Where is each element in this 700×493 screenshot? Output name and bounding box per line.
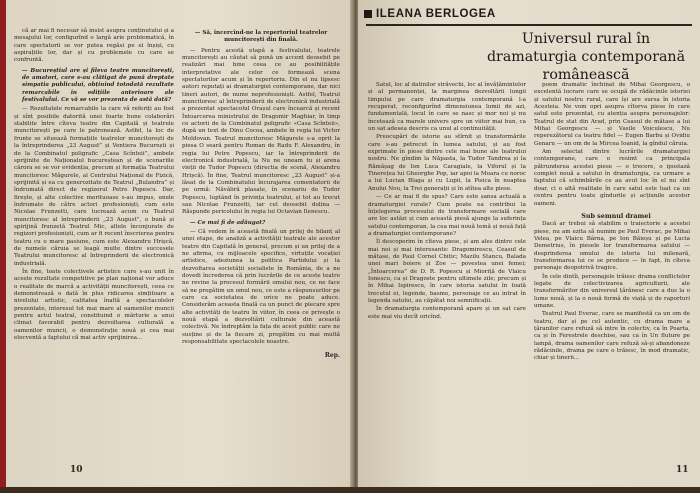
paragraph: Preocupări de istorie au stîrnit și transformările care s-au petrecut în lumea satului, și au fost exprimate în piese dintre cele mai bune ale teatrului nostru. Ne gîndim la Năpasta, la Tudor Tandrea și la Rămășag de Ion Luca Caragiale, la Viforul și la Tinerețea lui Gheorghe Pop, iar apoi la Moara cu noroc a lui Lucian Blaga și cu Lupii, la Pisica în noaptea Anului Nou, la Trei generații și în atîtea alte piese. — [368, 134, 526, 192]
article-title: Universul rural în dramaturgia contemporană românească — [486, 31, 686, 83]
right-column-2 — [534, 82, 690, 364]
paragraph: În dramaturgia contemporană apare și un sat care este mai viu decît oricînd. — [368, 306, 526, 320]
left-column-2 — [182, 28, 340, 361]
right-column-1 — [368, 82, 526, 322]
paragraph: Am selectat dintre lucrările dramaturgiei contemporane, care o resimt ca principala pătrunderea acestei piese — o trecere, o ipostază complet nouă a satului în dramaturgia, ca urmare a faptului că schimbările ce au avut loc în el nu sînt doar, ci o altă realitate în care satul este luat ca un centru pentru toate gîndurile și acțiunile acestor oameni. — [534, 149, 690, 207]
subhead: — Să, încercînd-ne la repertoriul teatrelor muncitorești din finală. — [194, 30, 328, 44]
paragraph: Satul, loc al datinilor străvechi, loc al învățămintelor și al permanenței, la marginea dezvoltării lungii timpului pe care dramaturgia contemporană l-a recuperat, reconfigurînd dimensiunea lumii de azi, fundamentală, locul în care se nasc și mor noi și nu încetează ca marele univers spre un viitor mai bun, ca un sat adesea descris ca unul al continuității. — [368, 82, 526, 133]
right-page-number: 11 — [676, 465, 689, 475]
author-marker — [364, 10, 372, 18]
paragraph: — Ce ar mai fi de spus? Care este șansa actuală a dramaturgiei rurale? Cum poate ea contribui la înțelegerea procesului de transformare socială care are loc astăzi și cum această piesă ajunge la suferința satului contemporan, la cea mai nouă temă și nouă față a dramaturgiei contemporane? — [368, 194, 526, 237]
paragraph: Îl descoperim în cîteva piese, și am ales dintre cele mai noi și mai interesante: Dragomirescu, Ceasul de mătase, de Paul Cornel Chitic; Mazilu Stancu, Balada unei mari boiere și Zoe — povestea unei femei; „Întoarcerea” de D. R. Popescu și Mioriță de Vlaicu Ionescu, ca și Dragoste pentru ultimele zile; precum și în Mihai Ispirescu, în care istoria satului în toată trecutul ei, legende, basme, personaje ce au intrat în legenda satului, au căpătat noi semnificații. — [368, 239, 526, 304]
paragraph: — Pentru acestă etapă a festivalului, teatrele muncitorești au căutat să pună un accent deosebit pe realizări mai bine ceea ce au posibilitățile interpretative ale celor ce formează scena spectatorilor acum și în repertoriu. Din el nu lipsesc autori reputați ai dramaturgiei contemporane, dar nici tineri autori, de nume neprofesioniști. Astfel, Teatrul muncitoresc al întreprinderii de electronică industrială a prezentat spectacolul Orașul care încearcă și recent Întoarcerea ministrului de Dragomir Maghiar, în timp ce actorii de la Combinatul poligrafic «Casa Scînteii», după un text de Dinu Cocea, ambele în regia lui Victor Moldovan. Teatrul muncitoresc Măgurele s-a oprit la piesa O seară pentru Roman de Radu F. Alexandru, în regia lui Petre Popescu, iar la întreprinderii de electronică industrială, la Nu ne uneam tu și arena vieții de Tudor Popescu (directia de scenă, Alexandru Hrișcă). În fine, Teatrul muncitoresc „23 August” și-a lăsat de la Combinatului încurajarea comentatorii de pe urmă: Năvăliră plasate, în scenariu de Tudor Popescu, luptând în privința teatrului, și tot au trecut sau Nicolae Frunzetti, iar cel deosebit dolina — Răspunde pericolului în regia lui Octavian Ilenescu. — [182, 47, 340, 216]
header-rule — [366, 24, 692, 26]
left-page-number: 10 — [70, 465, 83, 475]
right-page — [358, 0, 700, 493]
paragraph: poem dramatic închinat de Mihai Georgescu, o excelentă lucrare care se ocupă de rădăcinile istoriei și satului nostru rural, care își are sursa în istoria Acesteia. Ne vom opri asupra cîtorva piese în care satul este prezentat, cu atenția asupra personajelor: Teatrul de stat din Arad, prin Ceasul de mătase a lui Mihai Georgescu — și Vasile Voiculescu, Nu reperezătorul ca teatru fidel — Eugen Barbu și Ovidiu Genaru — un om de la Mircea Ioanid, la gîndul căruia. — [534, 82, 690, 147]
paragraph: — Că vedem în această finală un prilej de bilanț al unei etape, de analiză a activității teatrale ale acestor teatre din Capitală în general, precum și un prilej de a ne afirma, cu mijloacele specifice, virtuțile vocației artistice, adeziunea la politica Partidului și la dezvoltarea societății socialiste în România, de a ne dovedi încrederea că prin lucrările de ce aceste teatre ne revine la procesul formării omului nou, ce ne face să ne pregătim un omul nou, ce este a răspunsurilor pe care ca societatea de orice ne poate aduce. Considerăm aceasta finală ca un punct de plecare spre alte activități de teatru în viitor, în ceea ce privește o nouă etapă a dezvoltării culturale din această colectivă. Ne îndreptăm la fața de acest public care ne susține și de la fiecare zi, pregătim cu mai multă responsabilitate spectacolele noastre. — [182, 228, 340, 346]
book-edge-left — [0, 0, 6, 493]
paragraph: În fine, toate colectivele artistice care s-au unit în aceste rezultate competitive pe plan național vor aduce o realitate de marcă a activității muncitorești, ceea ce demonstrează o dată în plus ridicarea simțitoare a nivelului artistic, calitatea înaltă a spectacolelor prezentate, interesul tot mai mare al oamenilor muncii pentru actul teatral, constituind o mărturie a unui climat favorabil pentru dezvoltarea culturală a oamenilor muncii, o demonstrație nouă și cea mai elocventă a faptului că mai activ sprijinirea... — [14, 269, 174, 342]
left-column-1 — [14, 28, 174, 343]
interview-question: — Ce mai fi de adăugat? — [190, 219, 266, 226]
signature: Rep. — [324, 352, 340, 360]
section-heading: Sub semnul dramei — [581, 211, 651, 220]
author-bar — [364, 4, 496, 24]
paragraph: — Rezultatele remarcabile la care vă referiți au fost și sînt posibile datorită unei foarte bune colaborări stabilite între cîteva teatre din Capitală și teatrele muncitorești pe care le patronează. Astfel, la loc de frunte se situează formațiile teatrelor muncitorești de la întreprinderea „23 August” și Ventiera București și de la Combinatul poligrafic „Casa Scînteii”, ambele sprijinite de Naționalul bucureștean și de scenariile cărora se se vor evidenția, precum și formația Teatrului muncitoresc Măgurele, al Centrului Național de Fizică, sprijinită și ea cu generozitate de Teatrul „Bulandra” și îndrumată direct de regizorul Petre Popescu. Dar, firește, și alte colective merituoase s-au impus, unele îndrumate de către actori profesioniști, cum este Nicolae Frunzetti, care lucrează acum cu Teatrul muncitoresc al întreprinderii „23 August”, o bună și spirijină frunzetă Teatrul Mic, altele înconjurate de regizori profesioniști, cum ar fi recent înscrierea pentru teatru cu o mare pasiune, cum este Alexandru Hrișcă, de numele căruia se leagă multe dintre succesele Teatrului muncitoresc al întreprinderii de electronică industrială. — [14, 106, 174, 267]
book-edge-bottom — [0, 487, 700, 493]
paragraph: că ar mai fi necesar să insist asupra conținutului și a mesajului lor, configurînd o largă arie problematică, în care spectatorii se vor putea regăsi pe ei înșiși, cu aspirațiile lor, dar și cu problemele cu care se confruntă. — [14, 28, 174, 64]
paragraph: Dacă ar trebui să stabilim o traiectorie a acestei piese, nu am ezita să numim pe Paul Everac, pe Mihai Velea, pe Vlaicu Bârna, pe Ion Băieșu și pe Lucia Demetrius, în piesele lor transformarea satului — desprinderea omului de istoria lui milenară, transformarea lui ce se produce — în fapt, în cîteva personaje deopotrivă tragice. — [534, 221, 690, 272]
paragraph: Teatrul Paul Everac, care se manifestă ca un om de teatru, dar și pe cel autentic, cu drama mare a țăranilor care refuză să intre în colectiv, ca în Poarta, ca și în Ferestrele deschise, sau ca în Un fluture pe lampă, drama oamenilor care refuză să-și abandoneze rădăcinile, drama pe care o trăiesc, în mod dramatic, chiar și tinerii... — [534, 311, 690, 362]
paragraph: În cele dintîi, personajele trăiesc drama conflictelor legate de colectivizarea agriculturii, ale transformărilor din universul țărănesc care a dus la o lume nouă, și la o nouă formă de viață și de raporturi umane. — [534, 273, 690, 309]
interview-question: — Bucureștiul are și fileva teatre muncitorești, de amatori, care s-au clătigat de pună dreptate simpatia publicului, obținînd totodată rezultate remarcabile în edițiile anterioare ale festivalului. Ce vă se vor prezenta de astă dată? — [22, 67, 174, 104]
author-name: ILEANA BERLOGEA — [376, 8, 496, 20]
